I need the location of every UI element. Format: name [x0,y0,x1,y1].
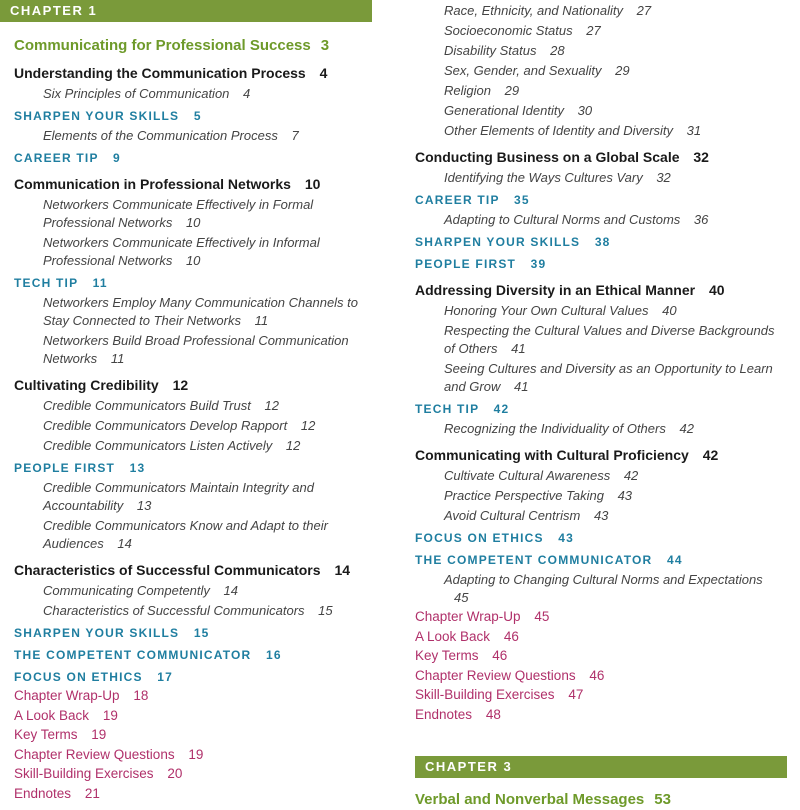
entry-page: 43 [558,531,574,545]
entry-page: 46 [492,648,508,663]
toc-feature-entry[interactable] [415,256,787,273]
entry-page: 29 [615,63,630,78]
entry-title: TECH TIP [14,276,79,290]
toc-subsection-entry[interactable] [415,22,787,40]
entry-page: 29 [504,83,520,98]
entry-title: Key Terms [415,648,479,663]
toc-section-entry[interactable] [415,446,787,465]
entry-title: Generational Identity [444,103,564,118]
entry-page: 15 [318,603,333,618]
entry-title: Endnotes [415,706,473,722]
toc-wrapup-entry[interactable] [14,764,386,784]
entry-title: Respecting the Cultural Values and Diverse Backgrounds of Others [444,323,775,356]
toc-section-entry[interactable] [14,561,386,580]
entry-page: 10 [185,253,201,268]
toc-section-entry[interactable] [415,281,787,300]
entry-page: 42 [679,421,694,436]
entry-page: 11 [110,351,125,366]
entry-title: TECH TIP [415,402,480,416]
entry-page: 12 [264,398,279,413]
entry-page: 45 [454,590,469,605]
entry-title: THE COMPETENT COMMUNICATOR [14,648,252,662]
entry-title: Conducting Business on a Global Scale [415,149,680,165]
entry-page: 46 [589,667,605,683]
entry-page: 43 [617,488,633,503]
entry-page: 16 [265,648,282,662]
entry-title: Other Elements of Identity and Diversity [444,123,674,138]
entry-page: 19 [188,746,204,762]
toc-subsection-entry[interactable] [14,517,386,553]
toc-entries [14,64,386,803]
entry-page: 40 [708,282,725,298]
entry-page: 41 [514,379,529,394]
entry-title: Seeing Cultures and Diversity as an Opportunity to Learn and Grow [444,361,773,394]
entry-page: 10 [185,215,201,230]
entry-page: 39 [530,257,547,271]
toc-subsection-entry[interactable] [14,417,386,435]
toc-wrapup-entry[interactable] [14,686,386,706]
entry-title: Elements of the Communication Process [43,128,278,143]
entry-title: Credible Communicators Maintain Integrity and Accountability [43,480,314,513]
entry-title: Networkers Build Broad Professional Communication Networks [43,333,349,366]
entry-page: 46 [503,628,519,644]
entry-page: 13 [129,461,146,475]
entry-page: 44 [666,553,683,567]
entry-page: 19 [102,707,118,723]
entry-title: Networkers Communicate Effectively in Informal Professional Networks [43,235,320,268]
entry-title: Networkers Employ Many Communication Channels to Stay Connected to Their Networks [43,295,359,328]
entry-page: 7 [291,128,299,143]
toc-subsection-entry[interactable] [415,420,787,438]
toc-subsection-entry[interactable] [415,360,787,396]
toc-subsection-entry[interactable] [14,479,386,515]
toc-wrapup-entry[interactable] [415,685,787,705]
entry-page: 5 [193,109,202,123]
toc-subsection-entry[interactable] [415,102,787,120]
entry-page: 18 [133,688,149,703]
entry-title: Honoring Your Own Cultural Values [444,303,649,318]
toc-subsection-entry[interactable] [415,571,787,607]
entry-title: CAREER TIP [14,151,99,165]
entry-title: Communicating with Cultural Proficiency [415,447,689,463]
toc-subsection-entry[interactable] [415,42,787,60]
toc-wrapup-entry[interactable] [415,627,787,647]
toc-subsection-entry[interactable] [415,467,787,485]
entry-title: SHARPEN YOUR SKILLS [14,109,180,123]
toc-feature-entry[interactable] [415,401,787,418]
entry-title: THE COMPETENT COMMUNICATOR [415,553,653,567]
chapter-label: CHAPTER 1 [10,3,98,18]
entry-title: Skill-Building Exercises [415,687,555,702]
entry-page: 14 [223,583,238,598]
toc-feature-entry[interactable] [415,192,787,209]
entry-page: 15 [193,626,210,640]
entry-title: A Look Back [14,707,90,723]
entry-page: 42 [702,447,719,463]
entry-page: 32 [656,170,671,185]
entry-title: Skill-Building Exercises [14,766,154,781]
entry-title: SHARPEN YOUR SKILLS [14,626,180,640]
chapter-title[interactable]: Communicating for Professional Success 3 [14,37,330,54]
toc-feature-entry[interactable] [415,234,787,251]
entry-title: Credible Communicators Know and Adapt to their Audiences [43,518,328,551]
entry-page: 27 [586,23,601,38]
entry-title: Religion [444,83,491,98]
entry-page: 48 [485,706,501,722]
entry-title: Sex, Gender, and Sexuality [444,63,602,78]
entry-title: Characteristics of Successful Communicators [14,562,321,578]
chapter-3-bar [415,756,787,778]
toc-wrapup-entry[interactable] [14,784,386,804]
toc-subsection-entry[interactable] [415,2,787,20]
entry-page: 14 [117,536,132,551]
entry-title: FOCUS ON ETHICS [415,531,544,545]
toc-right-column [415,0,787,810]
entry-page: 35 [514,193,530,207]
toc-feature-entry[interactable] [14,625,386,642]
toc-subsection-entry[interactable] [415,487,787,505]
entry-title: Race, Ethnicity, and Nationality [444,3,623,18]
toc-subsection-entry[interactable] [415,169,787,187]
entry-title: Chapter Review Questions [14,746,175,762]
toc-section-entry[interactable] [14,64,386,83]
toc-subsection-entry[interactable] [14,397,386,415]
entry-page: 40 [662,303,677,318]
entry-page: 11 [92,276,108,290]
toc-subsection-entry[interactable] [415,122,787,140]
toc-feature-entry[interactable] [14,647,386,664]
entry-title: Identifying the Ways Cultures Vary [444,170,643,185]
toc-wrapup-entry[interactable] [415,666,787,686]
toc-section-entry[interactable] [14,175,386,194]
entry-page: 12 [172,377,189,393]
toc-subsection-entry[interactable] [14,127,386,145]
entry-title: PEOPLE FIRST [14,461,116,475]
entry-title: CAREER TIP [415,193,500,207]
entry-page: 43 [593,508,609,523]
entry-title: Disability Status [444,43,537,58]
entry-title: Recognizing the Individuality of Others [444,421,666,436]
entry-title: Credible Communicators Listen Actively [43,438,273,453]
toc-wrapup-entry[interactable] [14,706,386,726]
entry-title: Characteristics of Successful Communicators [43,603,305,618]
entry-title: Key Terms [14,727,78,742]
toc-wrapup-entry[interactable] [415,646,787,666]
entry-page: 4 [243,86,251,101]
entry-page: 42 [493,402,510,416]
entry-title: Chapter Wrap-Up [14,688,120,703]
toc-subsection-entry[interactable] [415,211,787,229]
entry-page: 14 [334,562,351,578]
toc-subsection-entry[interactable] [14,602,386,620]
chapter-title[interactable]: Verbal and Nonverbal Messages 53 [415,791,671,808]
toc-subsection-entry[interactable] [415,302,787,320]
toc-feature-entry[interactable] [14,275,386,292]
toc-subsection-entry[interactable] [415,82,787,100]
toc-feature-entry[interactable] [415,552,787,569]
entry-title: PEOPLE FIRST [415,257,517,271]
entry-title: Communication in Professional Networks [14,176,291,192]
entry-title: Chapter Wrap-Up [415,609,521,624]
entry-page: 9 [113,151,121,165]
toc-feature-entry[interactable] [14,150,386,167]
toc-feature-entry[interactable] [415,530,787,547]
toc-feature-entry[interactable] [14,460,386,477]
toc-subsection-entry[interactable] [14,234,386,270]
entry-page: 13 [136,498,152,513]
entry-page: 42 [623,468,639,483]
entry-page: 41 [511,341,526,356]
entry-title: Avoid Cultural Centrism [444,508,581,523]
toc-subsection-entry[interactable] [14,332,386,368]
entry-title: SHARPEN YOUR SKILLS [415,235,581,249]
entry-title: Six Principles of Communication [43,86,230,101]
toc-subsection-entry[interactable] [14,196,386,232]
entry-title: Cultivate Cultural Awareness [444,468,611,483]
entry-page: 47 [568,687,584,702]
toc-left-column [10,0,386,803]
entry-title: Addressing Diversity in an Ethical Manner [415,282,696,298]
entry-title: Endnotes [14,785,72,801]
entry-page: 30 [577,103,593,118]
entry-page: 4 [319,65,328,81]
entry-title: Understanding the Communication Process [14,65,306,81]
toc-wrapup-entry[interactable] [14,725,386,745]
entry-title: Chapter Review Questions [415,667,576,683]
entry-page: 19 [91,727,107,742]
toc-entries [415,2,787,724]
chapter-1-bar [0,0,372,22]
toc-subsection-entry[interactable] [14,582,386,600]
toc-section-entry[interactable] [415,148,787,167]
entry-title: A Look Back [415,628,491,644]
entry-page: 36 [693,212,709,227]
entry-page: 21 [84,785,100,801]
entry-title: FOCUS ON ETHICS [14,670,143,684]
toc-subsection-entry[interactable] [14,294,386,330]
toc-section-entry[interactable] [14,376,386,395]
entry-title: Adapting to Changing Cultural Norms and Expectations [444,572,763,587]
entry-page: 31 [686,123,702,138]
entry-page: 32 [693,149,709,165]
toc-subsection-entry[interactable] [14,85,386,103]
toc-wrapup-entry[interactable] [415,705,787,725]
entry-page: 10 [304,176,321,192]
toc-wrapup-entry[interactable] [14,745,386,765]
entry-page: 28 [550,43,565,58]
toc-subsection-entry[interactable] [14,437,386,455]
entry-title: Cultivating Credibility [14,377,159,393]
entry-page: 17 [157,670,173,684]
entry-page: 38 [594,235,611,249]
entry-page: 27 [636,3,652,18]
toc-subsection-entry[interactable] [415,62,787,80]
entry-page: 12 [300,418,316,433]
toc-wrapup-entry[interactable] [415,607,787,627]
entry-title: Credible Communicators Build Trust [43,398,251,413]
entry-title: Networkers Communicate Effectively in Formal Professional Networks [43,197,314,230]
entry-title: Adapting to Cultural Norms and Customs [444,212,681,227]
entry-title: Credible Communicators Develop Rapport [43,418,288,433]
entry-page: 45 [534,609,550,624]
toc-subsection-entry[interactable] [415,507,787,525]
toc-feature-entry[interactable] [14,669,386,686]
entry-title: Communicating Competently [43,583,210,598]
entry-title: Practice Perspective Taking [444,488,604,503]
entry-page: 12 [285,438,301,453]
toc-feature-entry[interactable] [14,108,386,125]
entry-page: 11 [254,313,269,328]
entry-title: Socioeconomic Status [444,23,573,38]
chapter-label: CHAPTER 3 [425,759,513,774]
entry-page: 20 [167,766,183,781]
toc-subsection-entry[interactable] [415,322,787,358]
